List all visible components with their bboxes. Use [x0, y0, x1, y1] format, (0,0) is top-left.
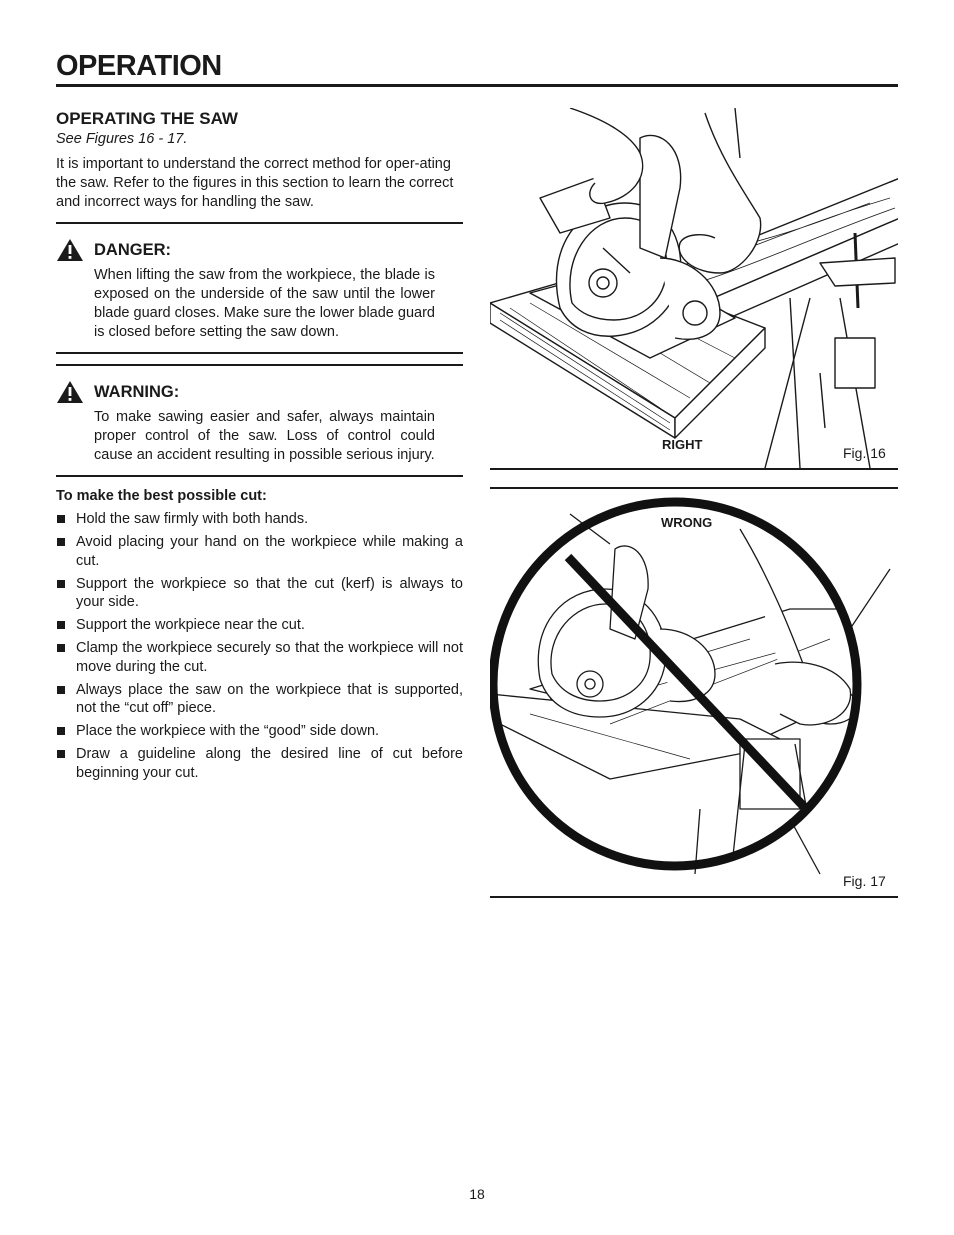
tips-heading: To make the best possible cut: — [56, 488, 267, 504]
square-bullet-icon — [57, 515, 65, 523]
fig17-label: Fig. 17 — [843, 873, 886, 889]
square-bullet-icon — [57, 644, 65, 652]
see-figures-reference: See Figures 16 - 17. — [56, 131, 188, 147]
square-bullet-icon — [57, 686, 65, 694]
figure-17 — [490, 487, 898, 898]
warning-triangle-icon — [56, 238, 84, 262]
warning-bottom-rule — [56, 475, 463, 477]
figure-16-illustration — [490, 108, 898, 468]
list-item: Draw a guideline along the desired line of cut before beginning your cut. — [56, 745, 463, 782]
figure-17-illustration — [490, 489, 898, 894]
list-item: Hold the saw firmly with both hands. — [56, 510, 463, 529]
intro-paragraph: It is important to understand the correct method for oper-ating the saw. Refer to the figures in this section to learn the correct and incorrect ways for handling the saw. — [56, 156, 454, 210]
warning-top-rule — [56, 364, 463, 366]
danger-body: When lifting the saw from the workpiece, the blade is exposed on the underside of the saw until the lower blade guard closes. Make sure the lower blade guard is closed before setting the saw down. — [94, 267, 435, 340]
list-item: Avoid placing your hand on the workpiece while making a cut. — [56, 533, 463, 570]
left-column — [56, 108, 463, 787]
fig16-tag: RIGHT — [662, 437, 703, 452]
page-title: OPERATION — [56, 50, 222, 82]
danger-bottom-rule — [56, 352, 463, 354]
danger-top-rule — [56, 222, 463, 224]
page-number: 18 — [469, 1186, 485, 1202]
fig16-label: Fig. 16 — [843, 445, 886, 461]
warning-triangle-icon — [56, 380, 84, 404]
list-item: Clamp the workpiece securely so that the workpiece will not move during the cut. — [56, 639, 463, 676]
list-item: Place the workpiece with the “good” side down. — [56, 722, 463, 741]
section-heading: OPERATING THE SAW — [56, 109, 238, 128]
list-item: Always place the saw on the workpiece that is supported, not the “cut off” piece. — [56, 681, 463, 718]
square-bullet-icon — [57, 750, 65, 758]
fig17-tag: WRONG — [661, 515, 713, 530]
square-bullet-icon — [57, 538, 65, 546]
square-bullet-icon — [57, 727, 65, 735]
list-item: Support the workpiece near the cut. — [56, 616, 463, 635]
tips-list — [56, 510, 463, 782]
warning-title: WARNING: — [94, 382, 180, 401]
square-bullet-icon — [57, 580, 65, 588]
list-item: Support the workpiece so that the cut (kerf) is always to your side. — [56, 575, 463, 612]
warning-body: To make sawing easier and safer, always maintain proper control of the saw. Loss of control could cause an accident resulting in possible serious injury. — [94, 409, 435, 463]
danger-callout — [56, 222, 463, 354]
danger-title: DANGER: — [94, 240, 171, 259]
figure-16 — [490, 108, 898, 470]
warning-callout — [56, 364, 463, 477]
title-rule — [56, 84, 898, 87]
square-bullet-icon — [57, 621, 65, 629]
